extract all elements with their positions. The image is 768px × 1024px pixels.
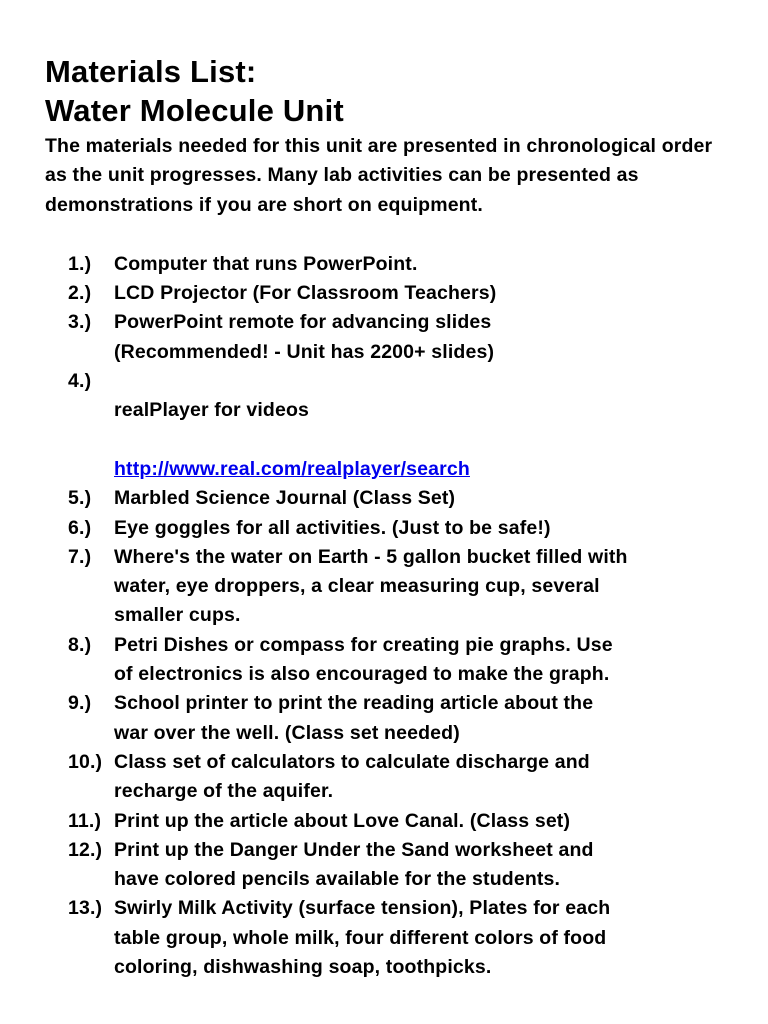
list-item-3: [45, 308, 735, 367]
list-item-12: [45, 836, 735, 895]
list-item-8: [45, 631, 735, 690]
item-text: realPlayer for videos: [114, 399, 309, 422]
list-item-4: [45, 367, 735, 484]
document-page: [45, 52, 735, 982]
item-text: Marbled Science Journal (Class Set): [114, 487, 456, 510]
list-item-6: [45, 514, 735, 543]
list-item-2: [45, 279, 735, 308]
item-number: 13.): [68, 897, 103, 920]
item-number: 6.): [68, 516, 92, 539]
item-number: 1.): [68, 252, 92, 275]
item-number: 12.): [68, 838, 103, 861]
item-number: 9.): [68, 692, 92, 715]
list-item-13: [45, 894, 735, 982]
item-number: 11.): [68, 809, 102, 832]
materials-list: [45, 250, 735, 982]
list-item-1: [45, 250, 735, 279]
item-text: Computer that runs PowerPoint.: [114, 252, 418, 275]
item-number: 4.): [68, 370, 92, 393]
list-item-11: [45, 807, 735, 836]
item-number: 3.): [68, 311, 92, 334]
intro-paragraph: The materials needed for this unit are presented in chronological order as the unit progresses. Many lab activities can be presented as demonstrations if you are short on equipment.: [45, 135, 713, 216]
item-text: Class set of calculators to calculate discharge and recharge of the aquifer.: [114, 750, 590, 803]
list-item-7: [45, 543, 735, 631]
realplayer-link[interactable]: http://www.real.com/realplayer/search: [114, 457, 470, 480]
item-number: 8.): [68, 633, 92, 656]
item-text: Print up the article about Love Canal. (Class set): [114, 809, 571, 832]
title-line-1: Materials List:: [45, 54, 257, 89]
item-text-with-link: [114, 367, 735, 484]
item-number: 7.): [68, 545, 92, 568]
item-text: School printer to print the reading article about the war over the well. (Class set needed): [114, 692, 594, 744]
item-text: LCD Projector (For Classroom Teachers): [114, 282, 497, 305]
item-text: PowerPoint remote for advancing slides (Recommended! - Unit has 2200+ slides): [114, 311, 495, 363]
title-line-2: Water Molecule Unit: [45, 93, 344, 128]
item-text: Where's the water on Earth - 5 gallon bucket filled with water, eye droppers, a clear measuring cup, several smaller cups.: [114, 545, 628, 627]
list-item-9: [45, 689, 735, 748]
item-number: 5.): [68, 487, 92, 510]
item-text: Print up the Danger Under the Sand worksheet and have colored pencils available for the students.: [114, 838, 594, 891]
item-text: Petri Dishes or compass for creating pie graphs. Use of electronics is also encouraged to make the graph.: [114, 633, 613, 686]
page-title: [45, 52, 735, 130]
item-text: Swirly Milk Activity (surface tension), Plates for each table group, whole milk, four different colors of food coloring, dishwashing soap, toothpicks.: [114, 897, 611, 979]
item-text: Eye goggles for all activities. (Just to be safe!): [114, 516, 551, 539]
item-number: 2.): [68, 282, 92, 305]
item-number: 10.): [68, 750, 103, 773]
list-item-10: [45, 748, 735, 807]
list-item-5: [45, 484, 735, 513]
